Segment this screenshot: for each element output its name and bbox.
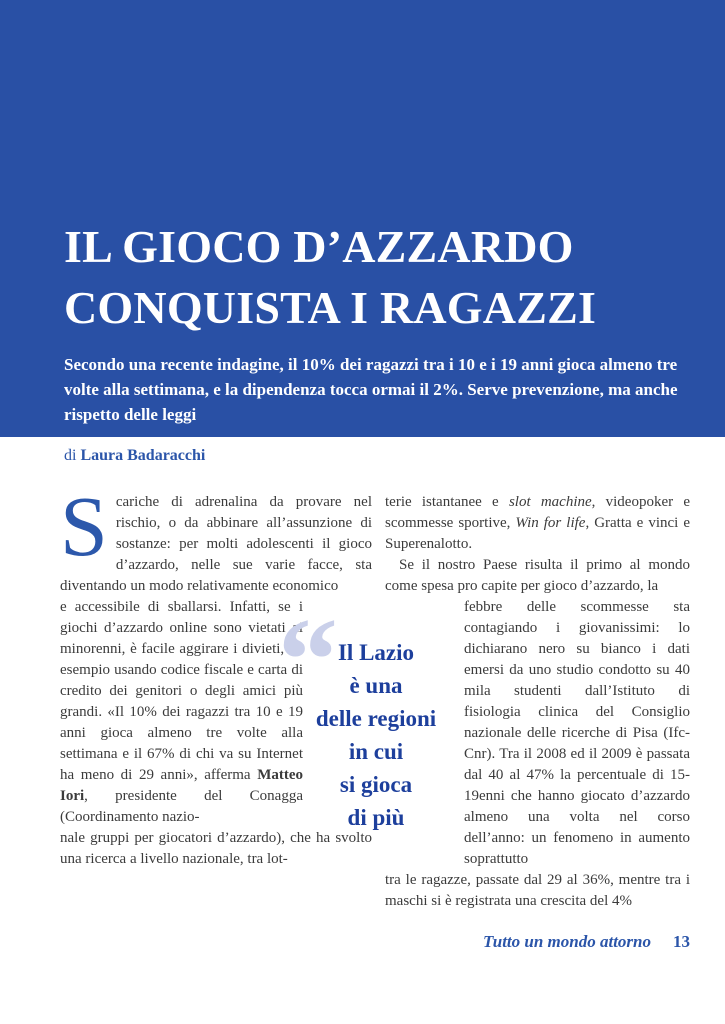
person-name: Matteo Iori [60,767,303,804]
pull-quote-line: delle regioni [315,706,437,731]
right-top-text-3: , Gratta e vinci e Superenalotto. [385,515,690,552]
page-number: 13 [673,932,690,951]
byline [64,447,205,465]
byline-author: Laura Badaracchi [80,447,206,464]
pull-quote [278,593,452,834]
pull-quote-line: di più [347,805,405,830]
paragraph-left-bottom: nale gruppi per giocatori d’azzardo), che ha svolto una ricerca a livello nazionale, tra lot- [60,830,372,867]
article-title [64,216,596,338]
paragraph-right-second: Se il nostro Paese risulta il primo al mondo come spesa pro capite per gioco d’azzardo, la [385,557,690,594]
page-footer [483,932,690,952]
magazine-name: Tutto un mondo attorno [482,932,651,951]
pull-quote-line: Il Lazio [337,640,415,665]
paragraph-left-narrow [60,597,303,828]
paragraph-lead [60,478,372,597]
pull-quote-line: in cui [348,739,404,764]
pull-quote-line: si gioca [339,772,413,797]
left-narrow-text-2: , presidente del Conagga (Coordinamento nazio- [60,788,303,825]
italic-term-slot-machine: slot machine [508,494,592,510]
dropcap: S [60,478,108,574]
paragraph-right-narrow: febbre delle scommesse sta contagiando i giovanissimi: lo dichiarano nero su bianco i dati emersi da uno studio condotto su 40 mila studenti dall’Istituto di fisiologia clinica del Consiglio nazionale delle ricerche di Pisa (Ifc-Cnr). Tra il 2008 ed il 2009 è passata dal 40 al 47% la percentuale di 15-19enni che hanno giocato d’azzardo almeno una volta nel corso dell’anno: un fenomeno in aumento soprattutto [464,599,690,867]
title-line-1: IL GIOCO D’AZZARDO [64,221,574,272]
open-quote-icon: “ [278,593,338,726]
article-standfirst: Secondo una recente indagine, il 10% dei ragazzi tra i 10 e i 19 anni gioca almeno tre volte alla settimana, e la dipendenza tocca ormai il 2%. Serve prevenzione, ma anche rispetto delle leggi [64,355,678,424]
paragraph-right-top [385,492,690,555]
lead-text: cariche di adrenalina da provare nel rischio, o da abbinare all’assunzione di sostanze: per molti adolescenti il gioco d’azzardo, nelle sue varie facce, sta diventando un modo relativamente economico [60,494,372,594]
pull-quote-line: è una [349,673,403,698]
italic-term-win-for-life: Win for life [515,515,586,531]
left-narrow-text-1: e accessibile di sballarsi. Infatti, se i giochi d’azzardo online sono vietati ai minorenni, è facile aggirare i divieti, ad esempio usando codice fiscale e carta di credito dei genitori o degli amici più grandi. «Il 10% dei ragazzi tra 10 e 19 anni gioca almeno tre volte alla settimana e il 67% di chi va su Internet ha meno di 29 anni», afferma [60,599,303,783]
pull-quote-text [300,612,452,834]
byline-prefix: di [64,447,77,464]
right-top-text-2: , videopoker e scommesse sportive, [385,494,691,531]
article-banner [0,0,725,437]
right-top-text-1: terie istantanee e [385,494,509,510]
title-line-2: CONQUISTA I RAGAZZI [64,282,597,333]
paragraph-right-bottom: tra le ragazze, passate dal 29 al 36%, mentre tra i maschi si è registrata una crescita del 4% [385,872,690,909]
